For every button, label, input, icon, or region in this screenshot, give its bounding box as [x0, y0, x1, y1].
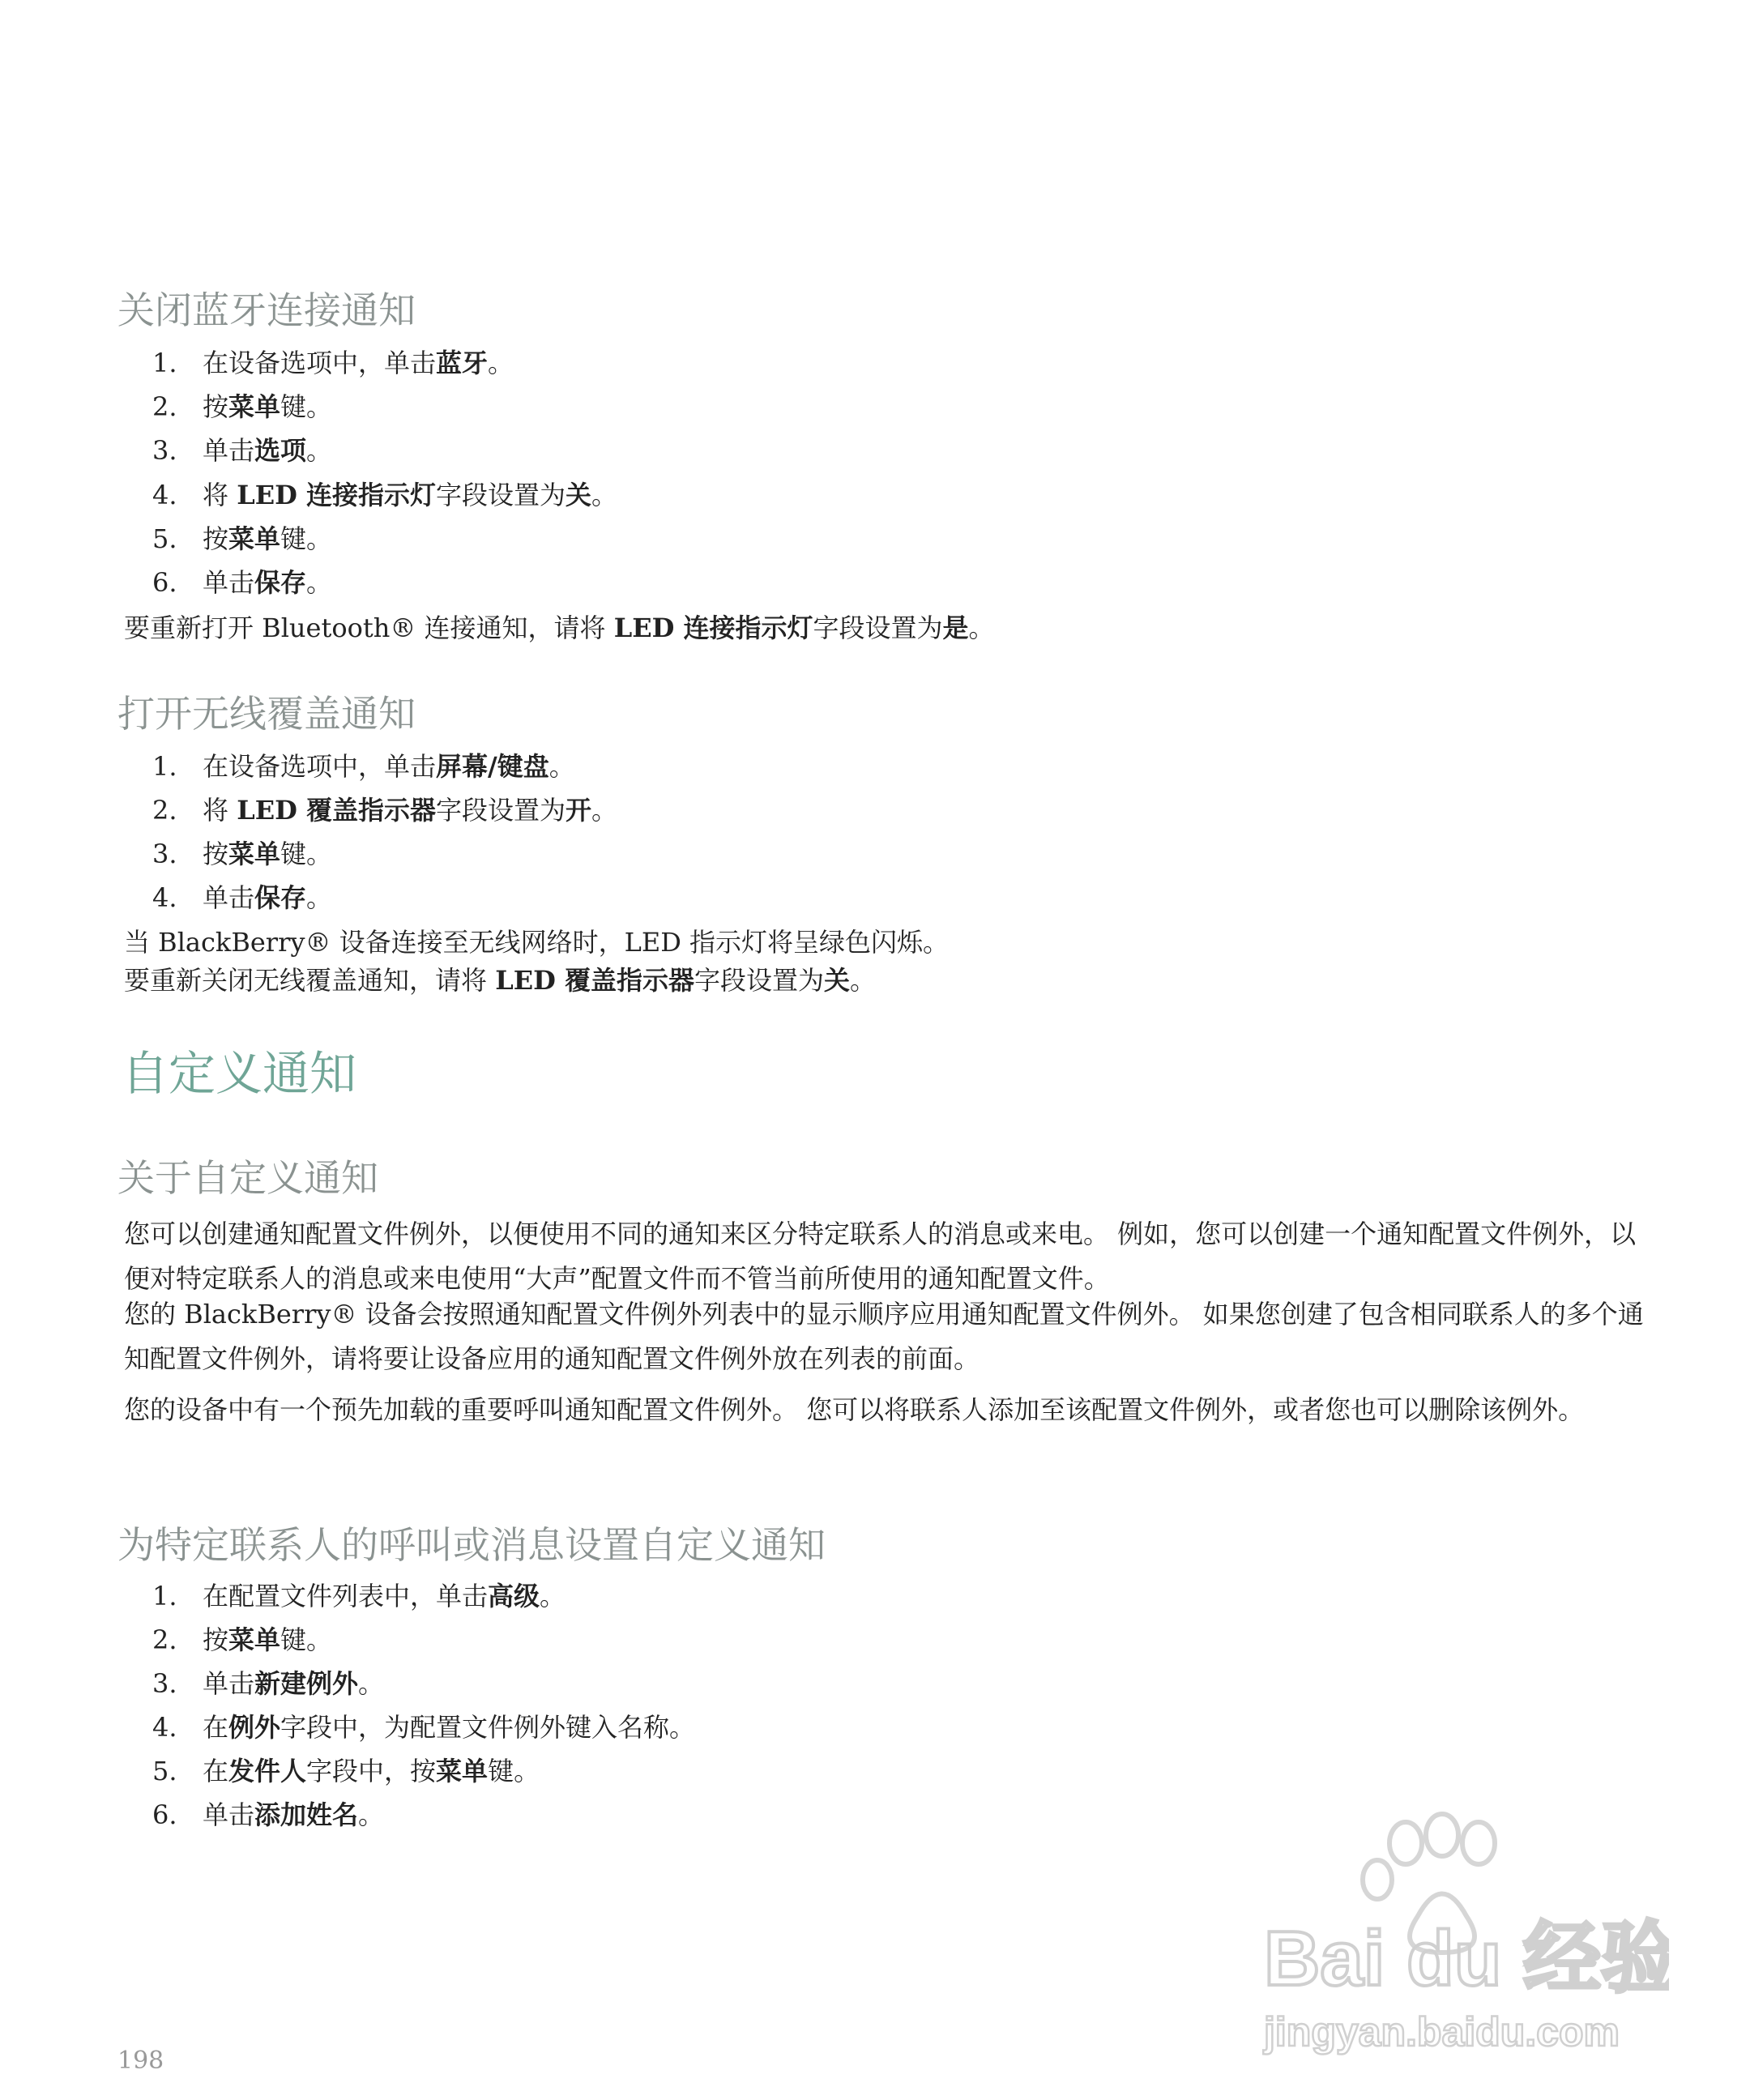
step-text: 按 — [203, 523, 229, 554]
step-text: 在设备选项中，单击 — [203, 348, 437, 378]
step-number: 6. — [152, 1799, 177, 1830]
step-item — [152, 1799, 384, 1831]
ui-term: LED 连接指示灯 — [613, 612, 813, 643]
ui-term: 添加姓名 — [254, 1799, 359, 1830]
step-text: 单击 — [203, 435, 255, 466]
step-item — [152, 479, 617, 511]
step-item — [152, 838, 332, 870]
step-item — [152, 391, 332, 423]
step-text: 。 — [591, 480, 618, 510]
step-number: 4. — [152, 480, 177, 510]
watermark-brand: Bai du 经验 — [1264, 1915, 1669, 2002]
ui-term: LED 覆盖指示器 — [237, 795, 436, 826]
step-text: 键。 — [280, 523, 333, 554]
step-text: 字段设置为 — [435, 480, 566, 510]
ui-term: 屏幕/键盘 — [436, 751, 549, 782]
step-text: 。 — [591, 795, 618, 826]
step-text: 。 — [306, 435, 333, 466]
step-item — [152, 1711, 695, 1744]
step-number: 2. — [152, 1624, 177, 1655]
step-number: 6. — [152, 567, 177, 598]
section-note — [124, 612, 995, 644]
step-text: 在 — [203, 1756, 229, 1786]
step-item — [152, 1755, 540, 1787]
step-text: 单击 — [203, 882, 255, 913]
section-note — [124, 964, 876, 997]
ui-term: 是 — [942, 612, 969, 643]
ui-term: 菜单 — [228, 391, 281, 422]
step-text: 。 — [540, 1581, 566, 1611]
step-number: 1. — [152, 1581, 177, 1611]
ui-term: 高级 — [488, 1581, 540, 1611]
section-note: 当 BlackBerry® 设备连接至无线网络时，LED 指示灯将呈绿色闪烁。 — [124, 927, 950, 958]
step-number: 4. — [152, 882, 177, 913]
step-text: 字段中，按 — [306, 1756, 437, 1786]
step-number: 1. — [152, 751, 177, 782]
body-paragraph: 您可以创建通知配置文件例外，以便使用不同的通知来区分特定联系人的消息或来电。 例如，您可以创建一个通知配置文件例外，以便对特定联系人的消息或来电使用“大声”配置文件而不管当前所使用的通知配置文件。 — [124, 1219, 1637, 1294]
note-text: 字段设置为 — [694, 965, 824, 996]
ui-term: 菜单 — [228, 1624, 281, 1655]
step-item — [152, 750, 575, 783]
step-text: 。 — [548, 751, 575, 782]
note-text: 。 — [850, 965, 877, 996]
step-number: 5. — [152, 523, 177, 554]
ui-term: 发件人 — [228, 1756, 307, 1786]
section-heading-bluetooth: 关闭蓝牙连接通知 — [117, 288, 416, 332]
ui-term: 选项 — [254, 435, 307, 466]
step-number: 2. — [152, 795, 177, 826]
step-number: 4. — [152, 1712, 177, 1743]
chapter-title: 自定义通知 — [122, 1046, 357, 1101]
page-number: 198 — [117, 2047, 164, 2075]
step-text: 单击 — [203, 1668, 255, 1699]
note-text: 要重新打开 Bluetooth® 连接通知，请将 — [124, 612, 614, 643]
step-text: 在 — [203, 1712, 229, 1743]
ui-term: 关 — [824, 965, 851, 996]
step-text: 在设备选项中，单击 — [203, 751, 437, 782]
ui-term: 菜单 — [228, 839, 281, 869]
step-text: 键。 — [280, 391, 333, 422]
step-text: 将 — [203, 480, 237, 510]
note-text: 字段设置为 — [813, 612, 943, 643]
ui-term: 菜单 — [436, 1756, 489, 1786]
ui-term: 保存 — [254, 567, 307, 598]
baidu-watermark — [1248, 1803, 1669, 2062]
ui-term: 蓝牙 — [436, 348, 489, 378]
step-item — [152, 1580, 566, 1612]
step-number: 2. — [152, 391, 177, 422]
step-text: 按 — [203, 391, 229, 422]
ui-term: 新建例外 — [254, 1668, 359, 1699]
step-item — [152, 434, 332, 467]
step-text: 。 — [306, 567, 333, 598]
step-text: 按 — [203, 1624, 229, 1655]
step-text: 字段设置为 — [435, 795, 566, 826]
step-text: 字段中，为配置文件例外键入名称。 — [280, 1712, 696, 1743]
note-text: 要重新关闭无线覆盖通知，请将 — [124, 965, 496, 996]
body-paragraph: 您的 BlackBerry® 设备会按照通知配置文件例外列表中的显示顺序应用通知配置文件例外。 如果您创建了包含相同联系人的多个通知配置文件例外，请将要让设备应用的通知配置文件例外放在列表的前面。 — [124, 1299, 1644, 1374]
step-number: 1. — [152, 348, 177, 378]
baidu-paw-logo-icon — [1248, 1803, 1669, 2062]
step-text: 键。 — [488, 1756, 540, 1786]
ui-term: LED 覆盖指示器 — [495, 965, 694, 996]
step-item — [152, 1667, 384, 1700]
ui-term: 关 — [566, 480, 592, 510]
step-text: 将 — [203, 795, 237, 826]
note-text: 。 — [968, 612, 995, 643]
step-text: 。 — [358, 1668, 385, 1699]
ui-term: 保存 — [254, 882, 307, 913]
step-number: 5. — [152, 1756, 177, 1786]
step-item — [152, 523, 332, 555]
step-item — [152, 347, 514, 379]
section-heading-about: 关于自定义通知 — [117, 1156, 378, 1200]
step-item — [152, 794, 617, 826]
step-text: 单击 — [203, 567, 255, 598]
ui-term: LED 连接指示灯 — [237, 480, 436, 510]
ui-term: 开 — [566, 795, 592, 826]
step-text: 在配置文件列表中，单击 — [203, 1581, 489, 1611]
step-number: 3. — [152, 435, 177, 466]
step-text: 单击 — [203, 1799, 255, 1830]
section-heading-wireless: 打开无线覆盖通知 — [117, 692, 416, 736]
step-number: 3. — [152, 1668, 177, 1699]
body-paragraph: 您的设备中有一个预先加载的重要呼叫通知配置文件例外。 您可以将联系人添加至该配置文件例外，或者您也可以删除该例外。 — [124, 1394, 1585, 1425]
ui-term: 例外 — [228, 1712, 281, 1743]
step-text: 。 — [488, 348, 514, 378]
section-heading-set-custom: 为特定联系人的呼叫或消息设置自定义通知 — [117, 1523, 826, 1567]
watermark-url: jingyan.baidu.com — [1264, 2009, 1620, 2055]
step-text: 键。 — [280, 839, 333, 869]
ui-term: 菜单 — [228, 523, 281, 554]
step-item — [152, 881, 332, 914]
step-item — [152, 566, 332, 599]
step-text: 按 — [203, 839, 229, 869]
step-text: 。 — [306, 882, 333, 913]
step-item — [152, 1624, 332, 1656]
step-number: 3. — [152, 839, 177, 869]
step-text: 。 — [358, 1799, 385, 1830]
step-text: 键。 — [280, 1624, 333, 1655]
